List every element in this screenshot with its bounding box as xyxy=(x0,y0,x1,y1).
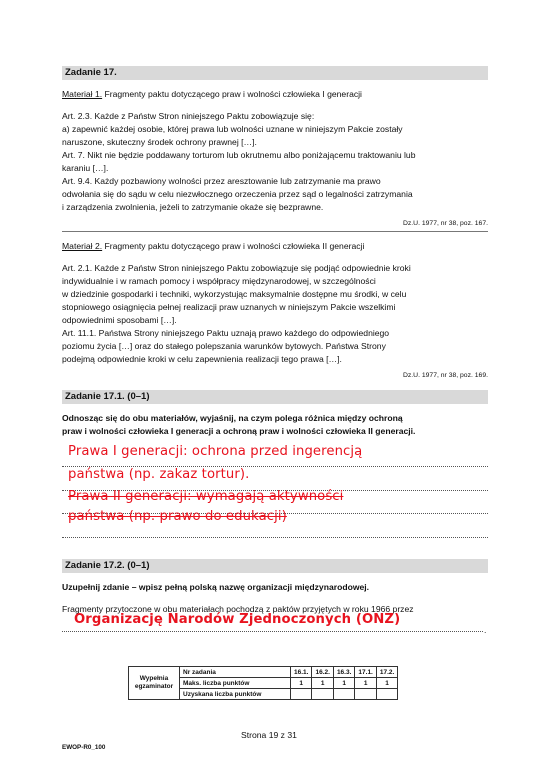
divider xyxy=(62,231,488,232)
material-2-heading xyxy=(62,240,364,252)
material-1-line: Art. 7. Nikt nie będzie poddawany torturom lub okrutnemu albo poniżającemu traktowaniu lub xyxy=(62,150,416,160)
task-17-2-sentence: Fragmenty przytoczone w obu materiałach pochodzą z paktów przyjętych w roku 1966 przez xyxy=(62,604,414,614)
obtained-points-cell[interactable] xyxy=(291,689,312,700)
material-2-line: Art. 2.1. Każde z Państw Stron niniejszego Paktu zobowiązuje się podjąć odpowiednie kroki xyxy=(62,263,411,273)
material-1-line: karaniu […]. xyxy=(62,163,109,173)
max-points-cell: 1 xyxy=(333,678,354,689)
material-2-line: poziomu życia […] oraz do stałego polepszania warunków bytowych. Państwa Strony xyxy=(62,341,386,351)
handwritten-answer: Prawa I generacji: ochrona przed ingerencją xyxy=(68,444,363,459)
task-number-cell: 16.3. xyxy=(333,667,354,678)
obtained-points-cell[interactable] xyxy=(312,689,333,700)
material-1-line: a) zapewnić każdej osobie, której prawa lub wolności uznane w niniejszym Pakcie zostały xyxy=(62,124,403,134)
material-2-source: Dz.U. 1977, nr 38, poz. 169. xyxy=(402,372,488,379)
material-2-line: stopniowego osiągnięcia pełnej realizacji praw uznanych w niniejszym Pakcie wszelkimi xyxy=(62,302,396,312)
material-1-line: Art. 2.3. Każde z Państw Stron niniejszego Paktu zobowiązuje się: xyxy=(62,111,315,121)
handwritten-answer: Prawa II generacji: wymagają aktywności xyxy=(68,489,344,504)
task-17-2-title: Zadanie 17.2. (0–1) xyxy=(65,560,150,571)
task-17-1-header xyxy=(62,390,488,404)
material-1-label: Materiał 1. xyxy=(62,89,103,99)
handwritten-answer: Organizację Narodów Zjednoczonych (ONZ) xyxy=(74,612,401,627)
exam-code: EWOP-R0_100 xyxy=(62,744,106,751)
material-1-heading xyxy=(62,88,362,100)
task-17-1-instruction: Odnosząc się do obu materiałów, wyjaśnij, na czym polega różnica między ochroną xyxy=(62,413,403,423)
task-17-2-instruction: Uzupełnij zdanie – wpisz pełną polską nazwę organizacji międzynarodowej. xyxy=(62,582,370,592)
max-points-cell: 1 xyxy=(355,678,376,689)
page-number: Strona 19 z 31 xyxy=(241,730,297,740)
examiner-table xyxy=(128,666,398,700)
examiner-fill-label: Wypełnia egzaminator xyxy=(129,667,180,700)
max-points-cell: 1 xyxy=(312,678,333,689)
obtained-points-cell[interactable] xyxy=(333,689,354,700)
material-2-line: w dziedzinie gospodarki i techniki, wykorzystując maksymalnie dostępne mu środki, w celu xyxy=(62,289,407,299)
max-points-cell: 1 xyxy=(291,678,312,689)
row-label-obtained-points: Uzyskana liczba punktów xyxy=(180,689,291,700)
material-2-label: Materiał 2. xyxy=(62,241,103,251)
task-number-cell: 17.2. xyxy=(376,667,397,678)
material-1-line: naruszone, skuteczny środek ochrony prawnej […]. xyxy=(62,137,257,147)
task-number-cell: 16.2. xyxy=(312,667,333,678)
material-2-line: Art. 11.1. Państwa Strony niniejszego Paktu uznają prawo każdego do odpowiedniego xyxy=(62,328,390,338)
handwritten-answer: państwa (np. prawo do edukacji) xyxy=(68,509,287,524)
row-label-max-points: Maks. liczba punktów xyxy=(180,678,291,689)
answer-line xyxy=(62,537,488,538)
material-1-title: Fragmenty paktu dotyczącego praw i wolności człowieka I generacji xyxy=(102,89,362,99)
obtained-points-cell[interactable] xyxy=(355,689,376,700)
handwritten-answer: państwa (np. zakaz tortur). xyxy=(68,467,250,482)
answer-end-dot: . xyxy=(484,625,487,635)
task-number-cell: 16.1. xyxy=(291,667,312,678)
task-17-1-instruction: praw i wolności człowieka I generacji a ochroną praw i wolności człowieka II generacji. xyxy=(62,426,416,436)
material-1-line: i zarządzenia zwolnienia, jeżeli to zatrzymanie okaże się bezprawne. xyxy=(62,202,324,212)
material-2-title: Fragmenty paktu dotyczącego praw i wolności człowieka II generacji xyxy=(102,241,365,251)
task-17-header xyxy=(62,66,488,80)
task-17-1-title: Zadanie 17.1. (0–1) xyxy=(65,391,150,402)
material-2-line: odpowiednimi sposobami […]. xyxy=(62,315,177,325)
material-2-line: indywidualnie i w ramach pomocy i współpracy międzynarodowej, w szczególności xyxy=(62,276,376,286)
obtained-points-cell[interactable] xyxy=(376,689,397,700)
material-1-line: Art. 9.4. Każdy pozbawiony wolności przez aresztowanie lub zatrzymanie ma prawo xyxy=(62,176,381,186)
row-label-task-number: Nr zadania xyxy=(180,667,291,678)
material-2-line: podejmą odpowiednie kroki w celu zapewnienia realizacji tego prawa […]. xyxy=(62,354,342,364)
material-1-source: Dz.U. 1977, nr 38, poz. 167. xyxy=(402,220,488,227)
material-1-line: odwołania się do sądu w celu niezwłocznego orzeczenia przez sąd o legalności zatrzymania xyxy=(62,189,413,199)
answer-line xyxy=(62,631,483,632)
task-17-title: Zadanie 17. xyxy=(65,67,117,78)
task-number-cell: 17.1. xyxy=(355,667,376,678)
max-points-cell: 1 xyxy=(376,678,397,689)
task-17-2-header xyxy=(62,559,488,573)
